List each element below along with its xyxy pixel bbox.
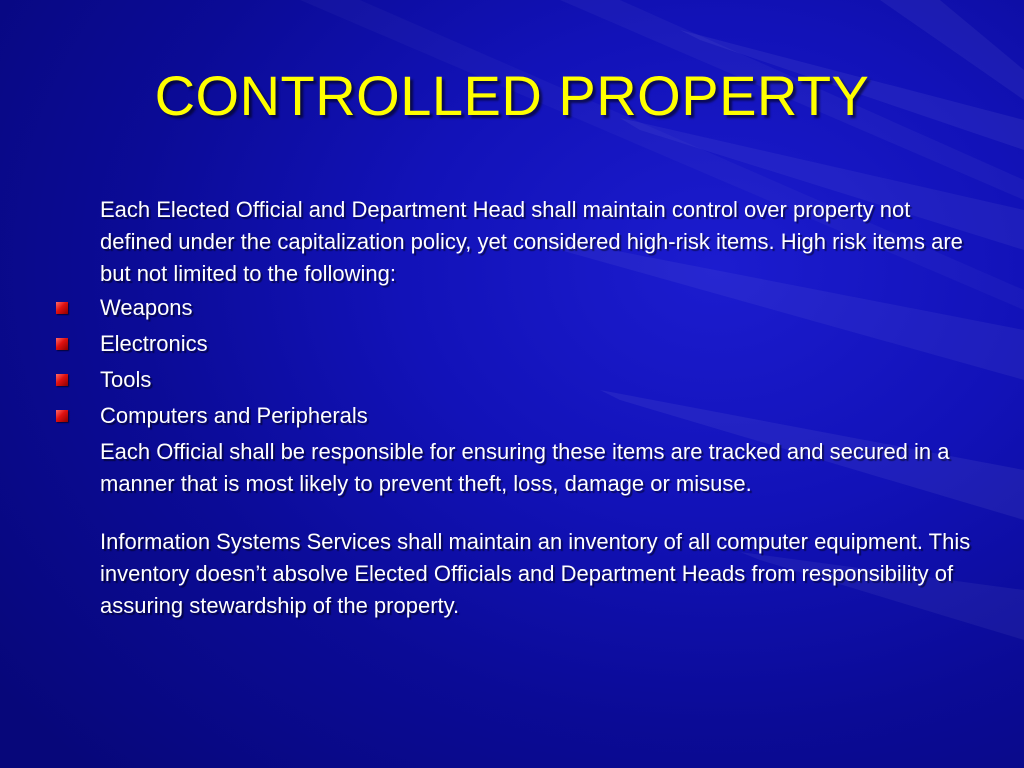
list-item	[56, 400, 976, 432]
inventory-paragraph: Information Systems Services shall maintain an inventory of all computer equipment. This inventory doesn’t absolve Elected Officials and Department Heads from responsibility of assuring stewardship of the property.	[100, 529, 971, 618]
list-item	[56, 292, 976, 324]
slide-title: CONTROLLED PROPERTY	[154, 64, 870, 127]
paragraph-spacer	[56, 500, 976, 526]
list-item	[56, 328, 976, 360]
slide-body	[56, 194, 976, 622]
bullet-square-icon	[56, 302, 68, 314]
list-item-label: Tools	[100, 367, 152, 392]
bullet-square-icon	[56, 410, 68, 422]
bullet-square-icon	[56, 374, 68, 386]
responsibility-paragraph: Each Official shall be responsible for ensuring these items are tracked and secured in a manner that is most likely to prevent theft, loss, damage or misuse.	[100, 439, 950, 496]
bullet-square-icon	[56, 338, 68, 350]
list-item	[56, 364, 976, 396]
list-item-label: Electronics	[100, 331, 208, 356]
list-item-label: Computers and Peripherals	[100, 403, 368, 428]
list-item-label: Weapons	[100, 295, 193, 320]
intro-paragraph: Each Elected Official and Department Head shall maintain control over property not defined under the capitalization policy, yet considered high-risk items. High risk items are but not limited to the following:	[100, 197, 963, 286]
